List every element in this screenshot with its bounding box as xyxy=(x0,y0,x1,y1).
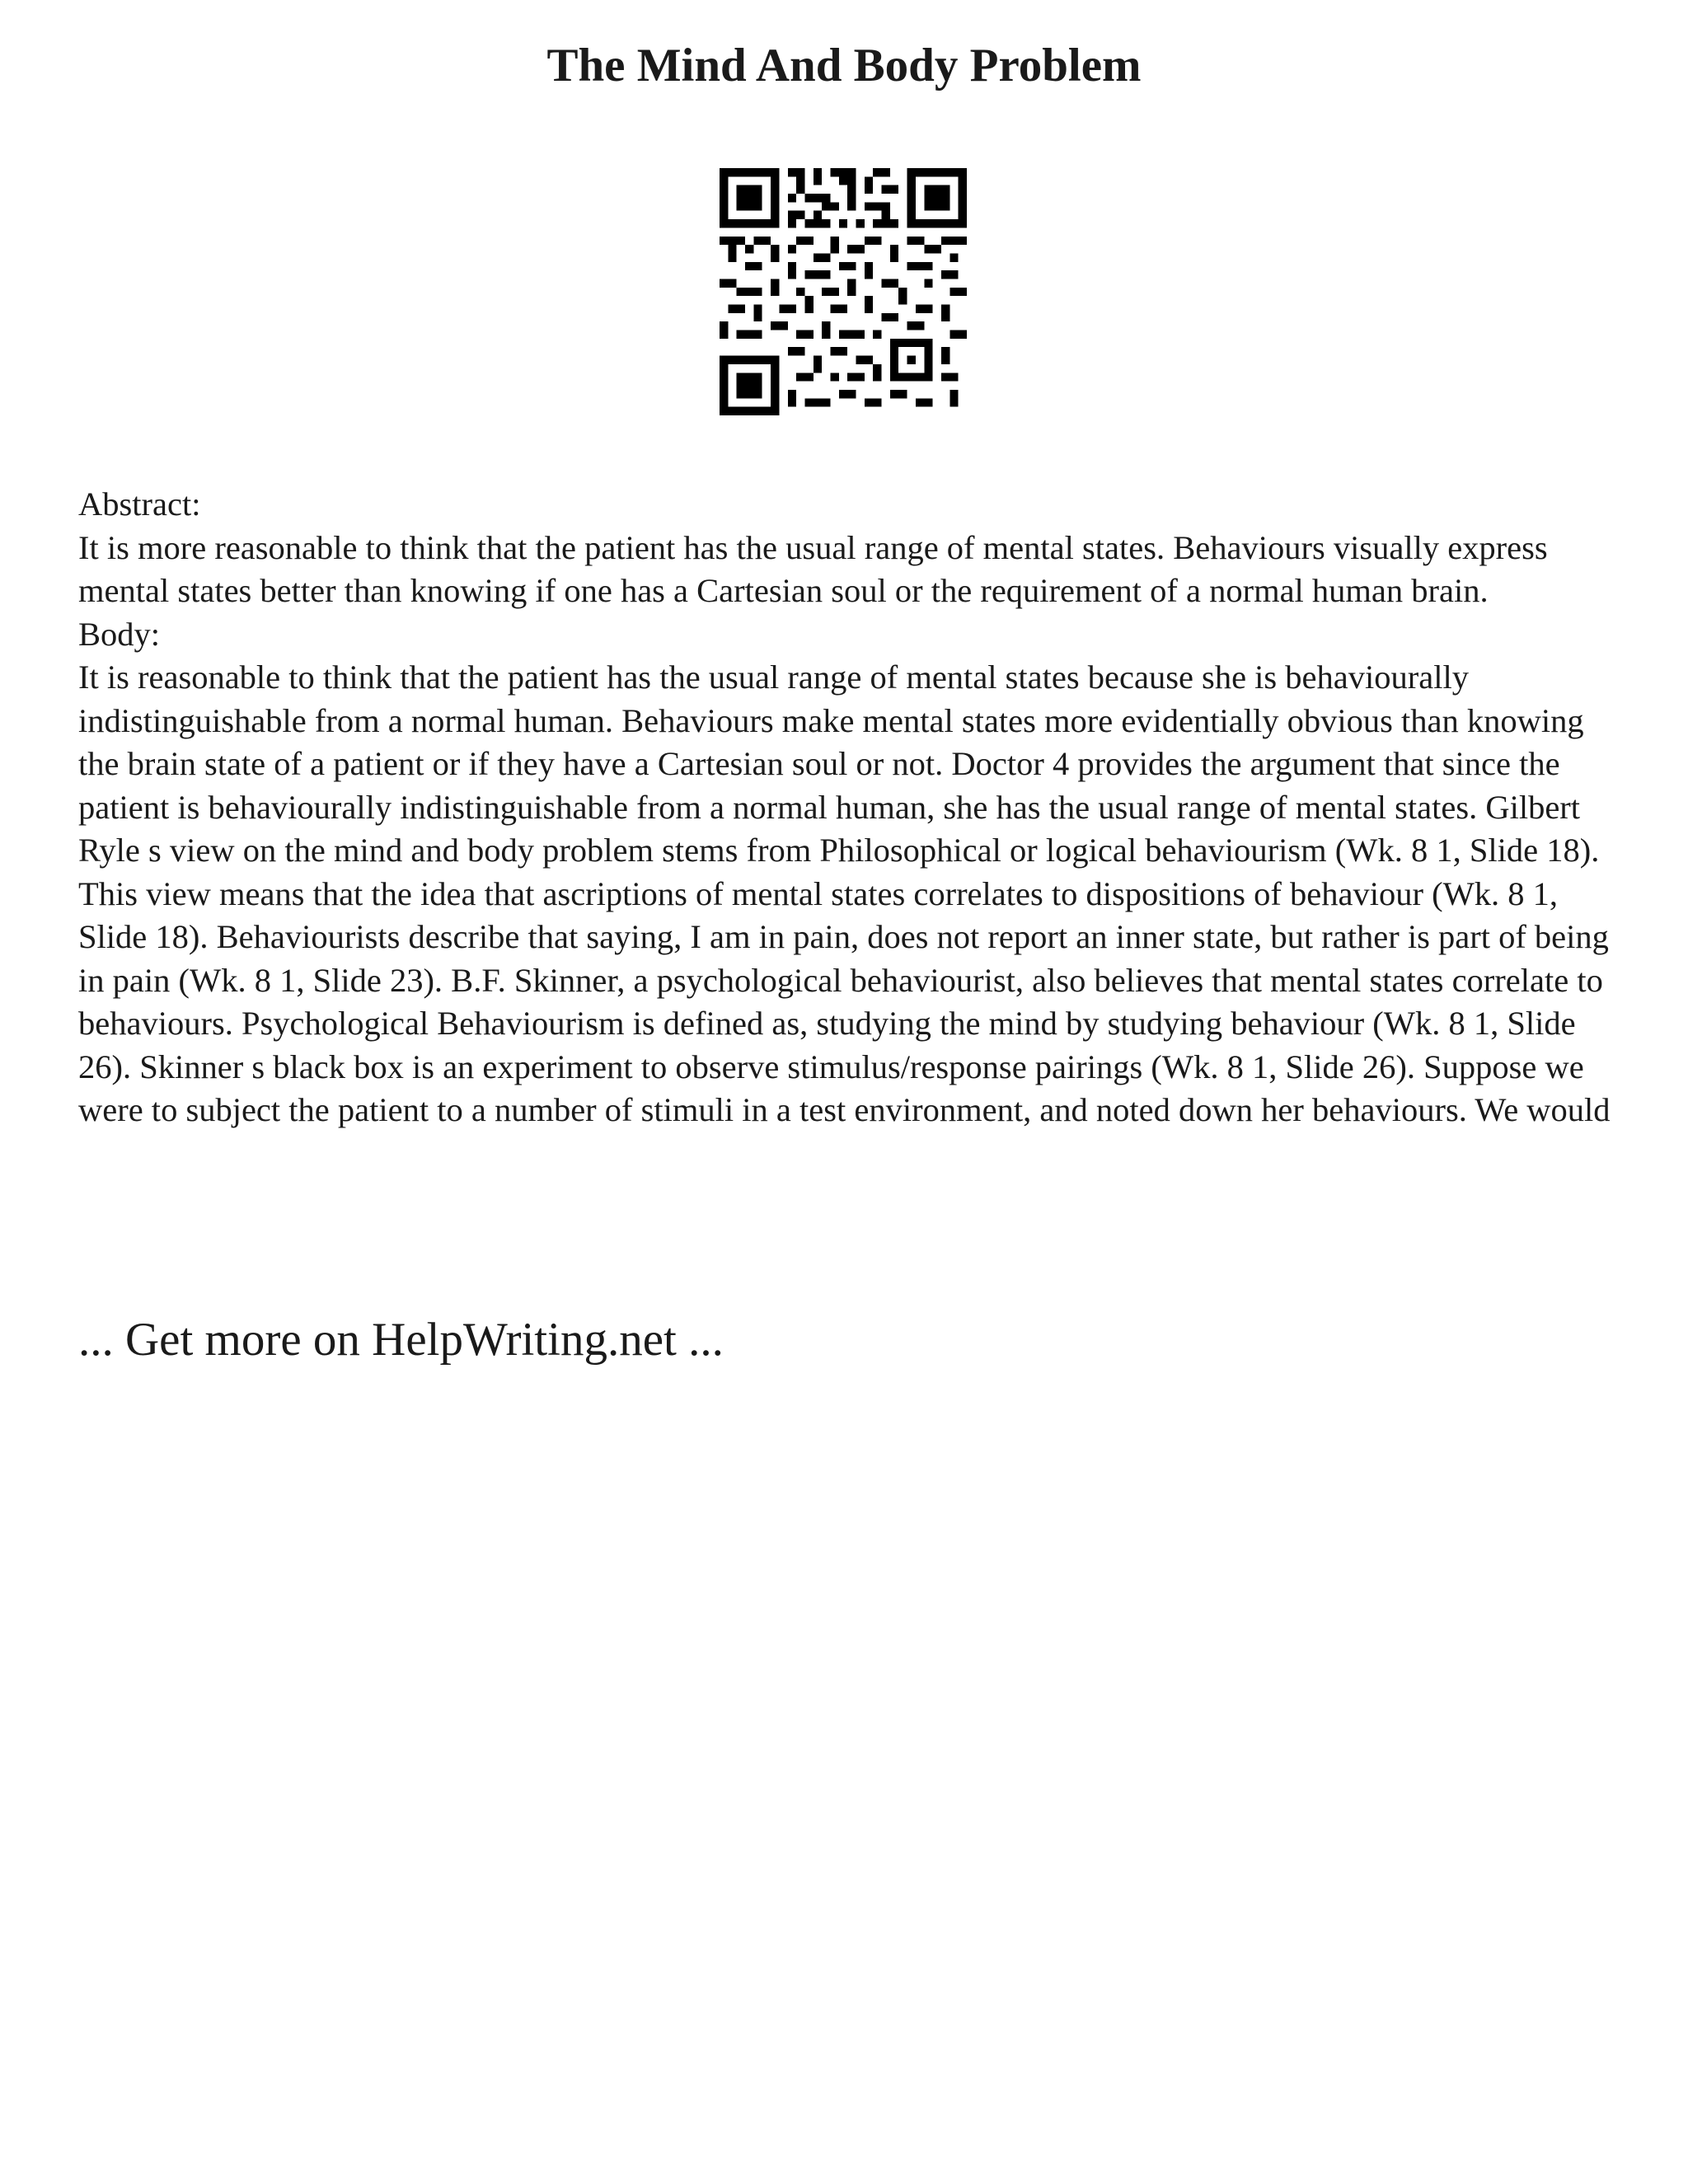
document-content xyxy=(78,483,1628,1132)
get-more-link[interactable]: ... Get more on HelpWriting.net ... xyxy=(78,1314,724,1366)
abstract-label: Abstract: xyxy=(78,485,201,523)
body-text: It is reasonable to think that the patient has the usual range of mental states because she is behaviourally indistinguishable from a normal human. Behaviours make mental states more evidentially obvious than knowing the brain state of a patient or if they have a Cartesian soul or not. Doctor 4 provides the argument that since the patient is behaviourally indistinguishable from a normal human, she has the usual range of mental states. Gilbert Ryle s view on the mind and body problem stems from Philosophical or logical behaviourism (Wk. 8 1, Slide 18). This view means that the idea that ascriptions of mental states correlates to dispositions of behaviour (Wk. 8 1, Slide 18). Behaviourists describe that saying, I am in pain, does not report an inner state, but rather is part of being in pain (Wk. 8 1, Slide 23). B.F. Skinner, a psychological behaviourist, also believes that mental states correlate to behaviours. Psychological Behaviourism is defined as, studying the mind by studying behaviour (Wk. 8 1, Slide 26). Skinner s black box is an experiment to observe stimulus/response pairings (Wk. 8 1, Slide 26). Suppose we were to subject the patient to a number of stimuli in a test environment, and noted down her behaviours. We would xyxy=(78,658,1611,1128)
body-label: Body: xyxy=(78,615,161,653)
page-title: The Mind And Body Problem xyxy=(546,40,1142,91)
abstract-text: It is more reasonable to think that the patient has the usual range of mental states. Behaviours visually express mental states better than knowing if one has a Cartesian soul or the requirement of a normal human brain. xyxy=(78,528,1548,609)
qr-code-icon[interactable] xyxy=(720,168,967,415)
